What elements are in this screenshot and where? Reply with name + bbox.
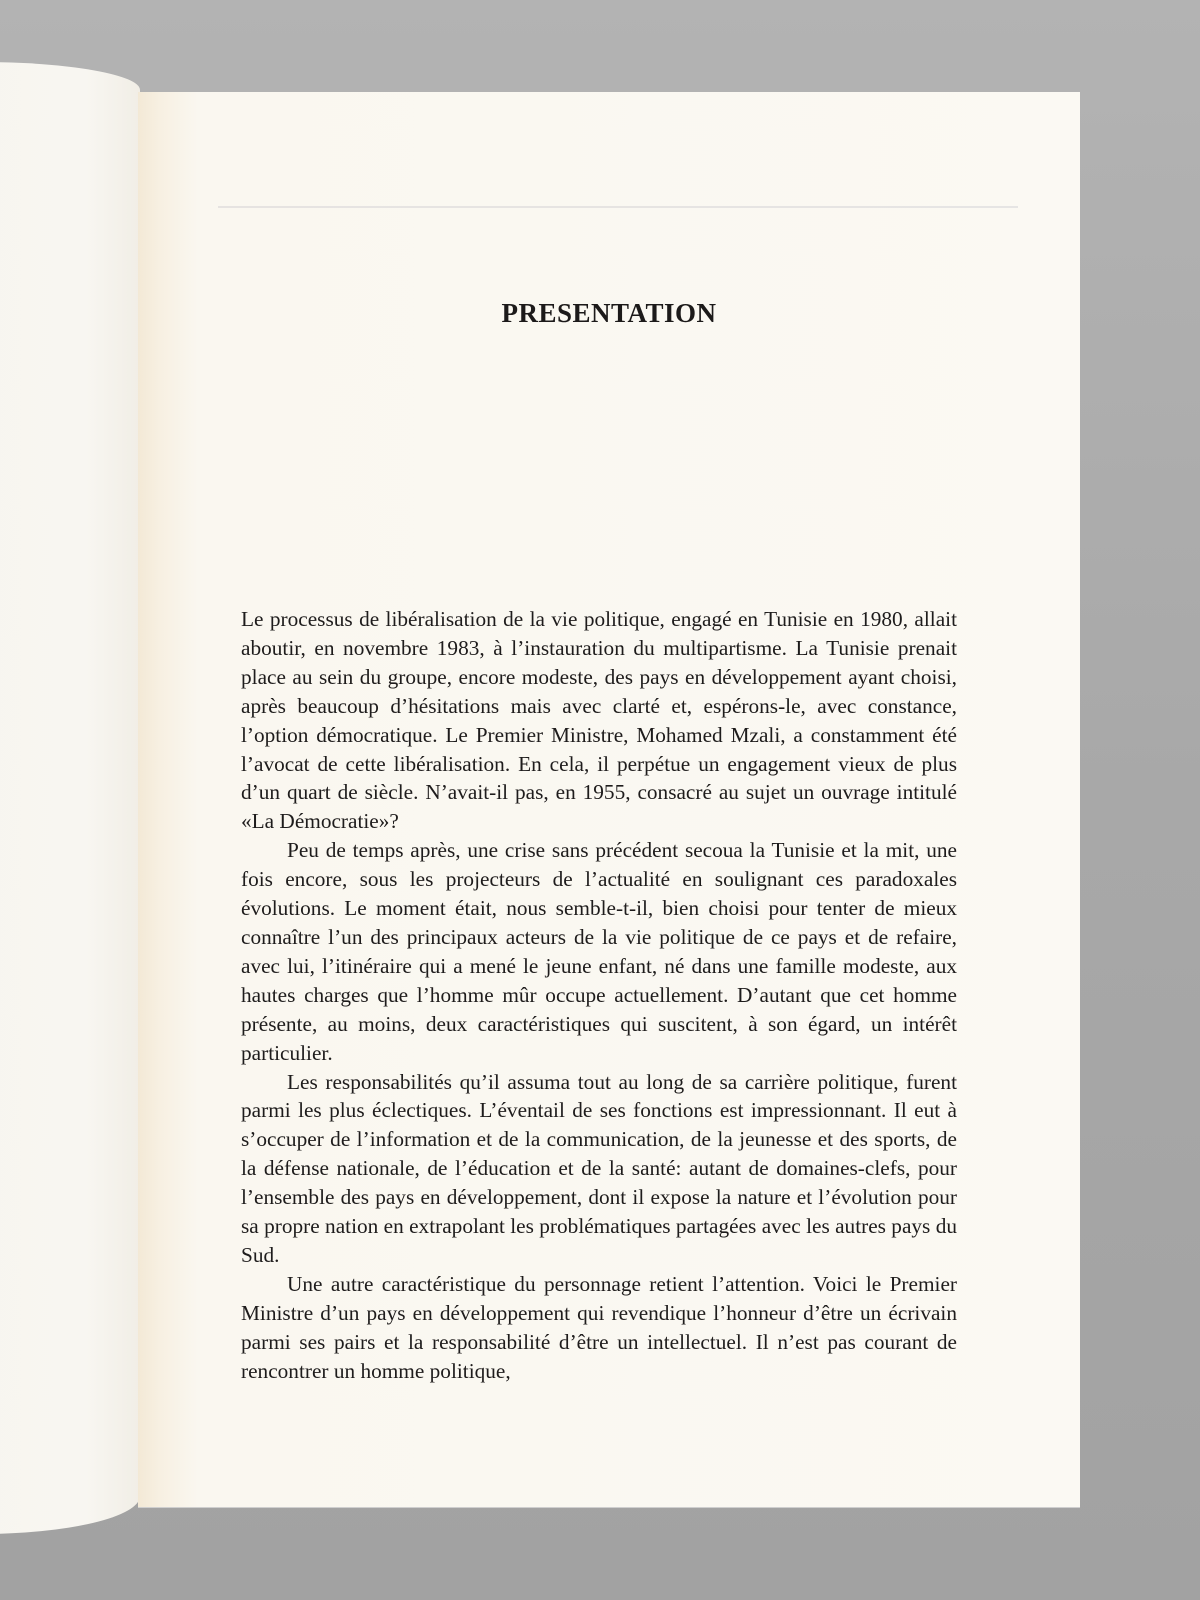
paragraph: Peu de temps après, une crise sans précédent secoua la Tunisie et la mit, une fois encore, sous les projecteurs de l’actualité en soulignant ces paradoxales évolutions. Le moment était, nous semble-t-il, bien choisi pour tenter de mieux connaître l’un des principaux acteurs de la vie politique de ce pays et de refaire, avec lui, l’itinéraire qui a mené le jeune enfant, né dans une famille modeste, aux hautes charges que l’homme mûr occupe actuellement. D’autant que cet homme présente, au moins, deux caractéristiques qui suscitent, à son égard, un intérêt particulier. (241, 838, 957, 1065)
book-page (138, 92, 1080, 1507)
show-through-header-rule (218, 192, 1018, 208)
paragraph: Les responsabilités qu’il assuma tout au long de sa carrière politique, furent parmi les plus éclectiques. L’éventail de ses fonctions est impressionnant. Il eut à s’occuper de l’information et de la communication, de la jeunesse et des sports, de la défense nationale, de l’éducation et de la santé: autant de domaines-clefs, pour l’ensemble des pays en développement, dont il expose la nature et l’évolution pour sa propre nation en extrapolant les problématiques partagées avec les autres pays du Sud. (241, 1069, 957, 1267)
paragraph: Une autre caractéristique du personnage retient l’attention. Voici le Premier Ministre d’un pays en développement qui revendique l’honneur d’être un écrivain parmi ses pairs et la responsabilité d’être un intellectuel. Il n’est pas courant de rencontrer un homme politique, (241, 1271, 957, 1383)
facing-page-edge (0, 62, 140, 1534)
paragraph: Le processus de libéralisation de la vie politique, engagé en Tunisie en 1980, allait aboutir, en novembre 1983, à l’instauration du multipartisme. La Tunisie prenait place au sein du groupe, encore modeste, des pays en développement ayant choisi, après beaucoup d’hésitations mais avec clarté et, espérons-le, avec constance, l’option démocratique. Le Premier Ministre, Mohamed Mzali, a constamment été l’avocat de cette libéralisation. En cela, il perpétue un engagement vieux de plus d’un quart de siècle. N’avait-il pas, en 1955, consacré au sujet un ouvrage intitulé «La Démocratie»? (241, 607, 957, 834)
page-title: PRESENTATION (501, 298, 717, 329)
body-text (241, 605, 957, 1385)
